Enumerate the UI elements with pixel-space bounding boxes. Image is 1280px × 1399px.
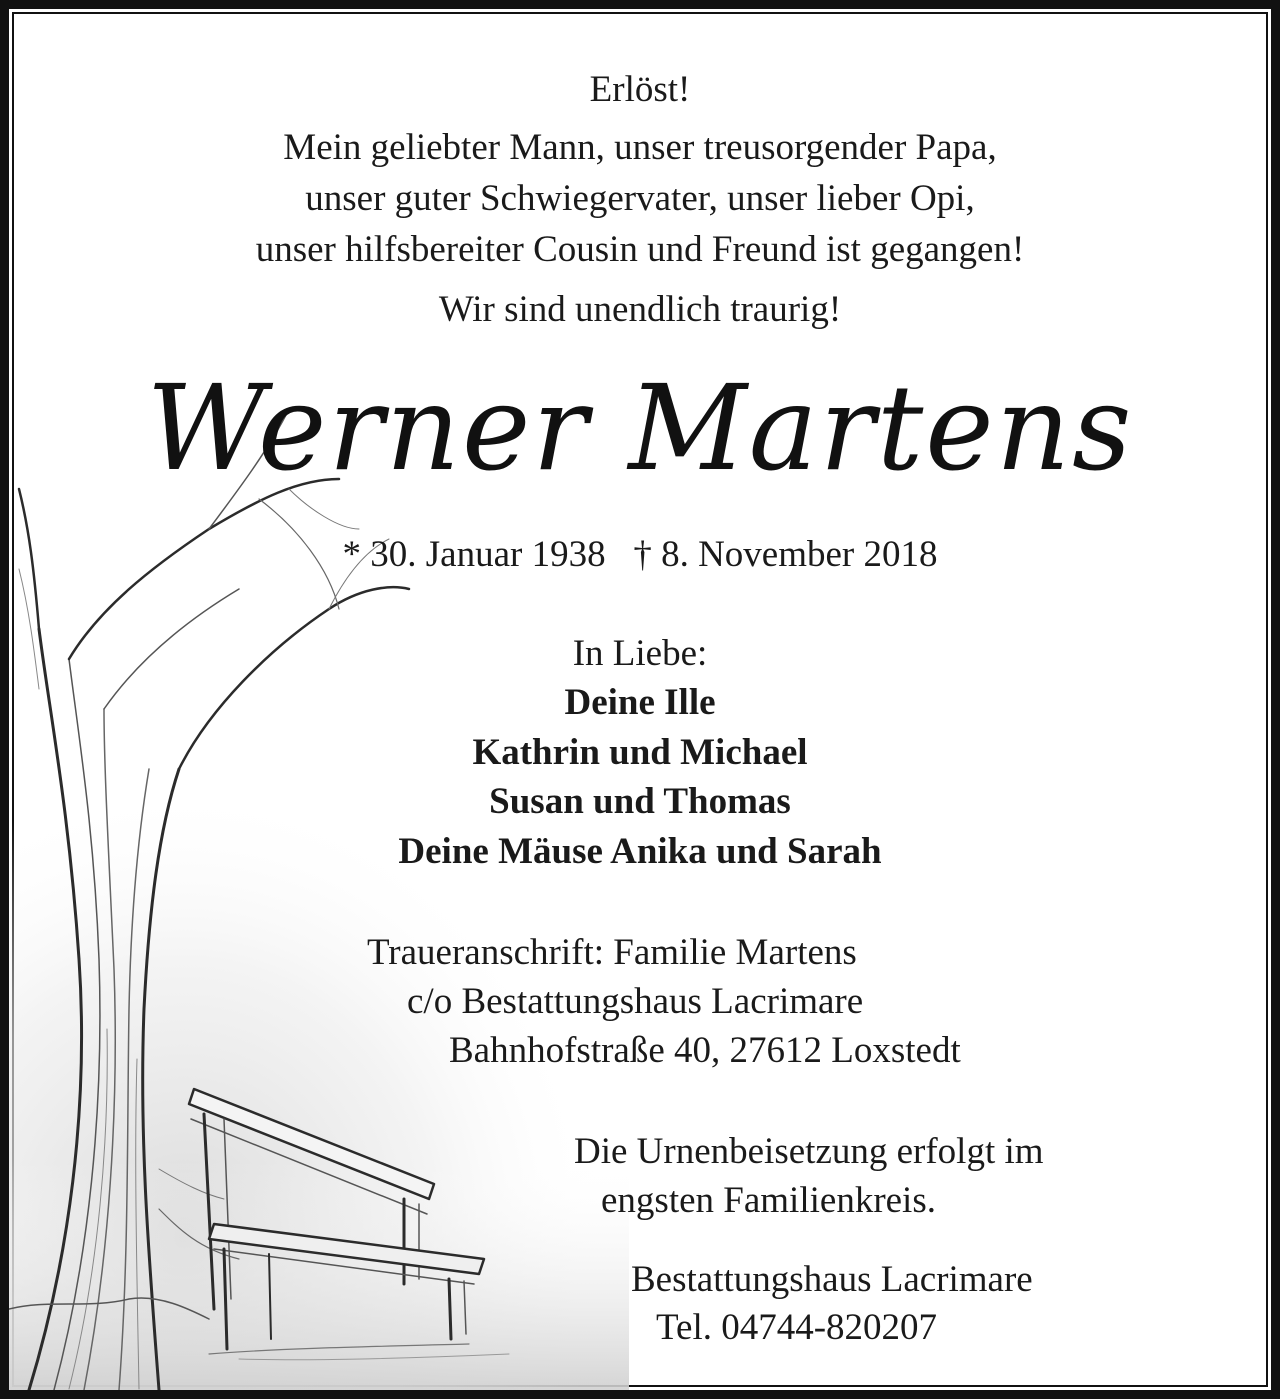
undertaker-line-1: Bestattungshaus Lacrimare: [631, 1259, 1033, 1300]
intro-line-3: unser hilfsbereiter Cousin und Freund ist gegangen!: [255, 229, 1025, 270]
intro-line-1: Mein geliebter Mann, unser treusorgender Papa,: [283, 127, 997, 168]
mourner-2: Kathrin und Michael: [472, 732, 808, 773]
deceased-name: Werner Martens: [146, 359, 1134, 497]
address-line-2: c/o Bestattungshaus Lacrimare: [407, 981, 864, 1022]
undertaker-line-2: Tel. 04744-820207: [656, 1307, 938, 1348]
mourner-4: Deine Mäuse Anika und Sarah: [398, 831, 882, 872]
intro-line-2: unser guter Schwiegervater, unser lieber Opi,: [305, 178, 975, 219]
life-dates: * 30. Januar 1938 † 8. November 2018: [342, 534, 938, 575]
address-line-3: Bahnhofstraße 40, 27612 Loxstedt: [449, 1030, 961, 1071]
mourner-3: Susan und Thomas: [489, 781, 791, 822]
love-label: In Liebe:: [572, 633, 708, 674]
burial-line-2: engsten Familienkreis.: [601, 1180, 936, 1221]
mourner-1: Deine Ille: [564, 682, 716, 723]
opening-line: Erlöst!: [589, 69, 691, 110]
sorrow-line: Wir sind unendlich traurig!: [438, 289, 842, 330]
burial-line-1: Die Urnenbeisetzung erfolgt im: [574, 1131, 1044, 1172]
address-line-1: Traueranschrift: Familie Martens: [367, 932, 857, 973]
